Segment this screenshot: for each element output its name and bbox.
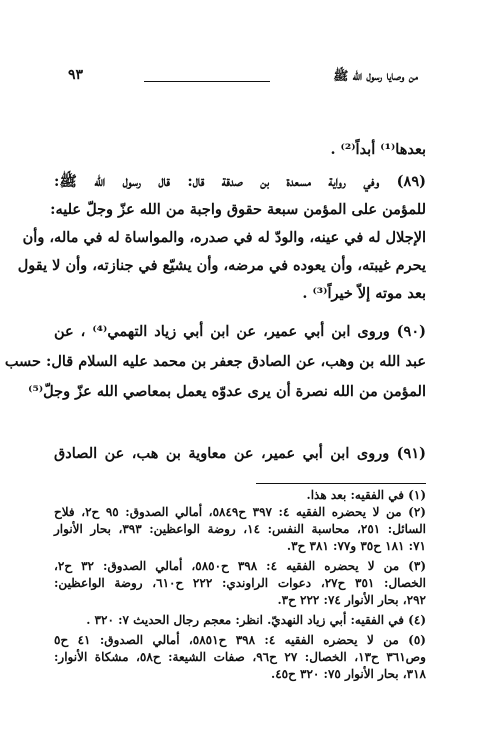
header-rule: [144, 81, 270, 82]
body-line: بعد موته إلاّ خيراً⁽³⁾ .: [302, 285, 426, 302]
running-title: من وصايا رسول الله ﷺ: [333, 68, 418, 83]
footnote-line: السائل: ٢٥١، محاسبة النفس: ١٤، روضة الواعظين: ٣٩٣، بحار الأنوار: [54, 522, 426, 536]
footnote-separator: [256, 483, 426, 484]
page-number: ٩٣: [68, 67, 84, 83]
body-line: يحرم غيبته، وأن يعوده في مرضه، وأن يشيّع في جنازته، وأن لا يقول: [17, 257, 426, 274]
footnote-line: ٣١٨، بحار الأنوار ٧٥: ٣٢٠ ح٤٥.: [271, 667, 426, 681]
footnote-line: (٥) من لا يحضره الفقيه ٤: ٣٩٨ ح٥٨٥١، أمالي الصدوق: ٤١ ح٥: [54, 633, 426, 647]
body-line: عبد الله بن وهب، عن الصادق جعفر بن محمد عليه السلام قال: حسب: [4, 353, 426, 370]
body-line: المؤمن من الله نصرة أن يرى عدوّه يعمل بمعاصي الله عزّ وجلّ⁽⁵⁾: [28, 383, 426, 400]
footnote-line: ٢٩٢، بحار الأنوار ٧٤: ٢٢٢ ح٣.: [277, 593, 426, 607]
footnote-line: (٢) من لا يحضره الفقيه ٤: ٣٩٧ ح٥٨٤٩، أمالي الصدوق: ٩٥ ح٢، فلاح: [54, 505, 426, 519]
footnote-line: الخصال: ٣٥١ ح٢٧، دعوات الراوندي: ٢٢٢ ح٦١٠، روضة الواعظين:: [54, 576, 426, 590]
running-header: [68, 68, 418, 90]
footnote-line: (٣) من لا يحضره الفقيه ٤: ٣٩٨ ح٥٨٥٠، أمالي الصدوق: ٣٢ ح٢،: [54, 559, 426, 573]
body-line: الإجلال له في عينه، والودّ له في صدره، والمواساة له في ماله، وأن: [22, 229, 426, 246]
body-line: للمؤمن على المؤمن سبعة حقوق واجبة من الله عزّ وجلّ عليه:: [50, 201, 426, 218]
footnote-line: (١) في الفقيه: بعد هذا.: [306, 488, 426, 502]
footnote-line: ٧١: ١٨١ ح٣٥ و٧٧: ٣٨١ ح٣.: [286, 539, 426, 553]
body-line: (٩٠) وروى ابن أبي عمير، عن ابن أبي زياد التهمي⁽⁴⁾ ، عن: [54, 323, 426, 340]
footnote-line: وص٣٦١ ح١٣، الخصال: ٢٧ ح٩٦، صفات الشيعة: ح٥٨، مشكاة الأنوار:: [54, 650, 426, 664]
body-line: (٩١) وروى ابن أبي عمير، عن معاوية بن هب، عن الصادق: [54, 445, 426, 462]
body-line: بعدها⁽¹⁾ أبداً⁽²⁾ .: [330, 141, 426, 158]
footnote-line: (٤) في الفقيه: أبي زياد النهديّ. انظر: معجم رجال الحديث ٧: ٣٢٠ .: [86, 613, 426, 627]
body-line: (٨٩) وفي رواية مسعدة بن صدقة قال: قال رسول الله ﷺ:: [54, 173, 426, 190]
